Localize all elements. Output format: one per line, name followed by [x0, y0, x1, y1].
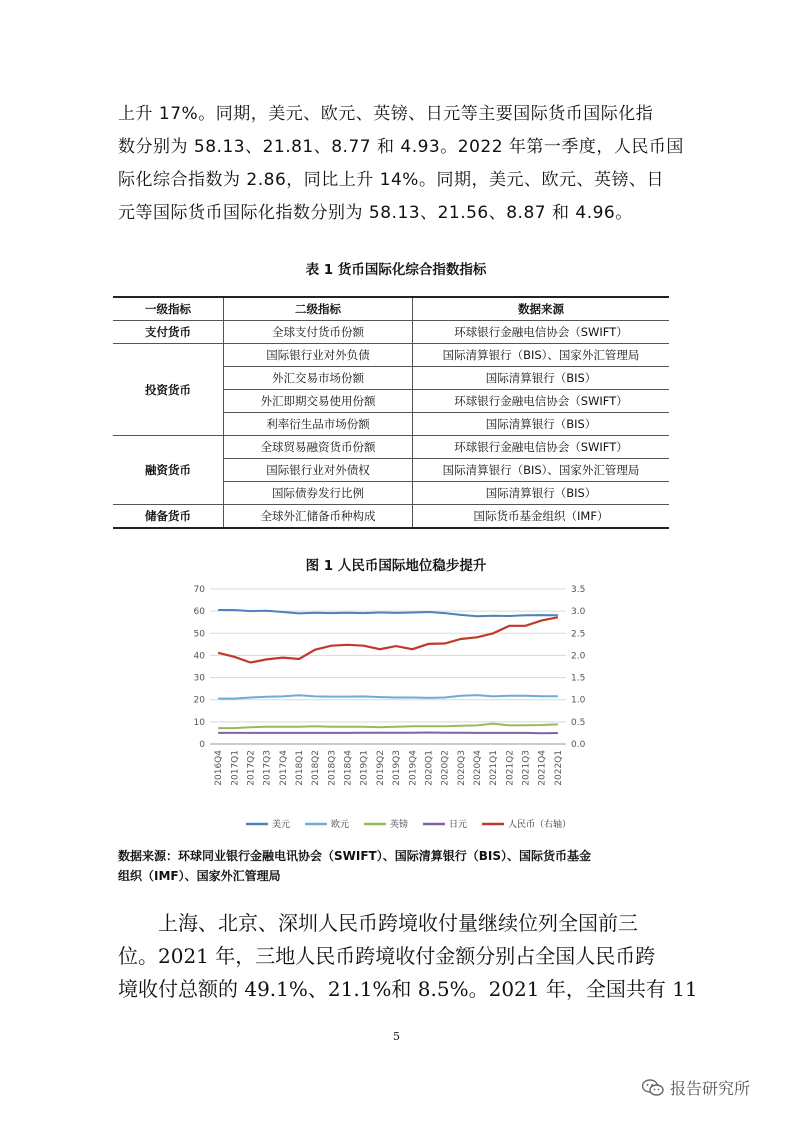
header-level1: 一级指标 [113, 297, 224, 321]
text-line: 境收付总额的 49.1%、21.1%和 8.5%。2021 年，全国共有 11 [118, 977, 698, 1001]
y2-tick-label: 3.5 [571, 585, 586, 595]
indicator-cell: 国际银行业对外债权 [224, 459, 413, 482]
text-line: 上升 17%。同期，美元、欧元、英镑、日元等主要国际货币国际化指 [118, 104, 654, 124]
y-tick-label: 70 [193, 585, 205, 595]
group-cell: 储备货币 [113, 505, 224, 529]
x-tick-label: 2017Q3 [262, 750, 273, 786]
group-cell: 融资货币 [113, 436, 224, 505]
text-line: 位。2021 年，三地人民币跨境收付金额分别占全国人民币跨 [118, 944, 656, 968]
header-source: 数据来源 [413, 297, 670, 321]
figure-caption: 图 1 人民币国际地位稳步提升 [305, 558, 487, 574]
group-cell: 投资货币 [113, 344, 224, 436]
source-cell: 环球银行金融电信协会（SWIFT） [413, 436, 670, 459]
x-tick-label: 2018Q2 [311, 750, 322, 786]
paragraph-body [118, 907, 698, 1006]
legend-label: 英镑 [390, 820, 409, 830]
x-tick-label: 2022Q1 [553, 750, 564, 786]
x-tick-label: 2017Q4 [278, 750, 289, 786]
y-tick-label: 30 [193, 673, 205, 684]
x-tick-label: 2021Q1 [489, 750, 500, 786]
y-tick-label: 10 [193, 717, 205, 728]
legend-label: 人民币（右轴） [508, 820, 572, 830]
source-cell: 国际清算银行（BIS）、国家外汇管理局 [413, 344, 670, 367]
table-caption: 表 1 货币国际化综合指数指标 [305, 262, 487, 278]
watermark [642, 1076, 750, 1099]
source-cell: 环球银行金融电信协会（SWIFT） [413, 390, 670, 413]
x-tick-label: 2020Q2 [440, 750, 451, 786]
text-line: 际化综合指数为 2.86，同比上升 14%。同期，美元、欧元、英镑、日 [118, 170, 664, 190]
paragraph-intro [118, 98, 684, 230]
source-cell: 国际清算银行（BIS） [413, 367, 670, 390]
x-tick-label: 2021Q3 [521, 750, 532, 786]
header-level2: 二级指标 [224, 297, 413, 321]
x-tick-label: 2020Q1 [424, 750, 435, 786]
x-tick-label: 2019Q2 [375, 750, 386, 786]
currency-index-chart [178, 578, 608, 840]
y-tick-label: 60 [193, 607, 205, 618]
source-note-line: 组织（IMF）、国家外汇管理局 [118, 869, 281, 883]
x-tick-label: 2020Q3 [456, 750, 467, 786]
indicator-cell: 外汇即期交易使用份额 [224, 390, 413, 413]
x-tick-label: 2017Q1 [230, 750, 241, 786]
x-tick-label: 2020Q4 [473, 750, 483, 786]
source-cell: 国际清算银行（BIS）、国家外汇管理局 [413, 459, 670, 482]
table-row [113, 344, 669, 367]
table-row [113, 321, 669, 344]
y-tick-label: 50 [193, 629, 205, 640]
indicator-cell: 全球贸易融资货币份额 [224, 436, 413, 459]
y2-tick-label: 0.5 [571, 717, 586, 728]
page-number: 5 [393, 1030, 400, 1043]
source-cell: 环球银行金融电信协会（SWIFT） [413, 321, 670, 344]
indicator-cell: 全球支付货币份额 [224, 321, 413, 344]
y2-tick-label: 0.0 [571, 740, 586, 750]
group-cell: 支付货币 [113, 321, 224, 344]
source-note [118, 846, 674, 886]
series-line [218, 733, 558, 734]
text-line: 元等国际货币国际化指数分别为 58.13、21.56、8.87 和 4.96。 [118, 203, 633, 223]
x-tick-label: 2021Q2 [505, 750, 516, 786]
legend-label: 欧元 [331, 820, 350, 830]
wechat-icon [642, 1079, 664, 1097]
series-line [218, 724, 558, 729]
y2-tick-label: 2.0 [571, 651, 586, 662]
x-tick-label: 2019Q4 [408, 750, 419, 786]
table-row [113, 505, 669, 529]
x-tick-label: 2016Q4 [214, 750, 225, 786]
legend-label: 美元 [272, 820, 291, 830]
indicator-cell: 利率衍生品市场份额 [224, 413, 413, 436]
x-tick-label: 2018Q4 [343, 750, 354, 786]
source-cell: 国际货币基金组织（IMF） [413, 505, 670, 529]
table-header-row [113, 297, 669, 321]
x-tick-label: 2021Q4 [537, 750, 548, 786]
legend-label: 日元 [449, 820, 468, 830]
y-tick-label: 0 [199, 740, 205, 750]
indicator-cell: 外汇交易市场份额 [224, 367, 413, 390]
text-line: 数分别为 58.13、21.81、8.77 和 4.93。2022 年第一季度，人民币国 [118, 137, 684, 157]
watermark-text: 报告研究所 [670, 1079, 751, 1098]
series-line [218, 695, 558, 699]
y2-tick-label: 1.5 [571, 673, 586, 684]
y-tick-label: 40 [193, 651, 205, 662]
x-tick-label: 2018Q3 [327, 750, 338, 786]
x-tick-label: 2017Q2 [246, 750, 257, 786]
x-tick-label: 2018Q1 [295, 750, 305, 786]
table-row [113, 436, 669, 459]
y2-tick-label: 1.0 [571, 695, 586, 706]
text-line: 上海、北京、深圳人民币跨境收付量继续位列全国前三 [158, 911, 638, 935]
x-tick-label: 2019Q1 [359, 750, 370, 786]
source-cell: 国际清算银行（BIS） [413, 413, 670, 436]
source-cell: 国际清算银行（BIS） [413, 482, 670, 505]
y2-tick-label: 3.0 [571, 607, 586, 618]
y-tick-label: 20 [193, 695, 205, 706]
x-tick-label: 2019Q3 [392, 750, 403, 786]
indicator-cell: 国际银行业对外负债 [224, 344, 413, 367]
indicator-table [113, 296, 669, 529]
source-note-line: 数据来源：环球同业银行金融电讯协会（SWIFT）、国际清算银行（BIS）、国际货币基金 [118, 849, 591, 863]
y2-tick-label: 2.5 [571, 629, 586, 640]
indicator-cell: 国际债券发行比例 [224, 482, 413, 505]
indicator-cell: 全球外汇储备币种构成 [224, 505, 413, 529]
